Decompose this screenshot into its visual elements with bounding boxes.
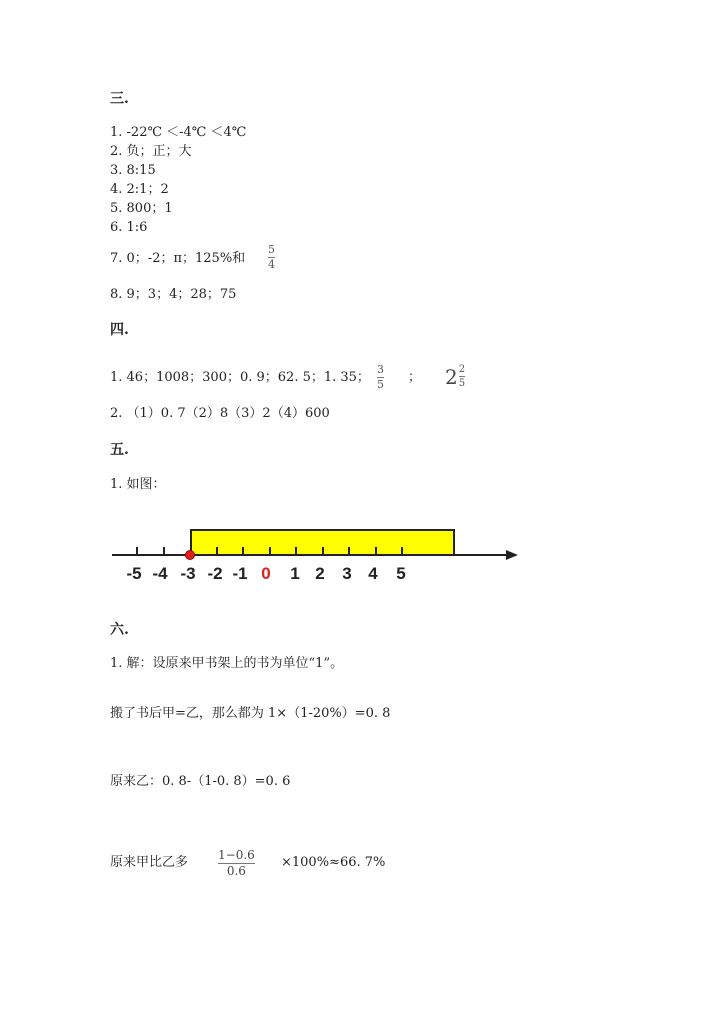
number-line-label: -4: [152, 564, 168, 583]
fraction: [268, 244, 275, 271]
fraction-denominator: 4: [268, 258, 275, 272]
separator: ；: [408, 370, 422, 385]
answer-line: 搬了书后甲=乙，那么都为 1×（1-20%）=0. 8: [110, 706, 391, 721]
number-line-tick: [348, 547, 350, 554]
mixed-number: [445, 364, 465, 389]
arrow-head-icon: [506, 550, 518, 560]
number-line-label: 1: [290, 564, 300, 583]
fraction-denominator: 5: [458, 378, 466, 389]
section-4-heading: 四.: [110, 322, 129, 338]
answer-line: 6. 1:6: [110, 220, 148, 235]
answer-line: 原来乙：0. 8-（1-0. 8）=0. 6: [110, 774, 291, 789]
number-line-label: -1: [232, 564, 248, 583]
origin-point: [185, 550, 195, 560]
answer-line: 1. 46；1008；300；0. 9；62. 5；1. 35；: [110, 370, 370, 385]
number-line-label: 5: [396, 564, 406, 583]
answer-line: 1. 解：设原来甲书架上的书为单位“1”。: [110, 656, 344, 671]
fraction-bar: [459, 376, 465, 377]
fraction-numerator: 5: [268, 243, 275, 256]
number-line-tick: [242, 547, 244, 554]
answer-line: 2. 负；正；大: [110, 144, 192, 159]
answer-line: ×100%≈66. 7%: [281, 855, 386, 870]
number-line-tick: [163, 547, 165, 554]
number-line-tick: [322, 547, 324, 554]
fraction: [377, 364, 384, 391]
number-line-tick: [136, 547, 138, 554]
answer-line: 2. （1）0. 7（2）8（3）2（4）600: [110, 406, 330, 421]
answer-line: 原来甲比乙多: [110, 855, 189, 870]
section-3-heading: 三.: [110, 91, 129, 107]
number-line-axis: [112, 554, 508, 556]
number-line-highlight: [190, 529, 455, 555]
fraction-numerator: 1−0.6: [218, 848, 255, 862]
number-line-label: -5: [126, 564, 142, 583]
answer-line: 3. 8:15: [110, 163, 156, 178]
number-line-tick: [375, 547, 377, 554]
number-line-label: -3: [180, 564, 196, 583]
number-line-tick: [216, 547, 218, 554]
number-line-label: 3: [342, 564, 352, 583]
answer-line: 1. -22℃ ＜-4℃ ＜4℃: [110, 125, 247, 140]
answer-line: 8. 9；3；4；28；75: [110, 287, 237, 302]
number-line-label: 2: [315, 564, 325, 583]
fraction-denominator: 5: [377, 378, 384, 392]
answer-line: 7. 0；-2；π；125%和: [110, 251, 246, 266]
answer-line: 4. 2:1；2: [110, 182, 169, 197]
number-line-tick: [295, 547, 297, 554]
answer-line: 1. 如图：: [110, 477, 166, 492]
number-line-label: -2: [207, 564, 223, 583]
mixed-whole: 2: [445, 364, 458, 389]
number-line-tick: [401, 547, 403, 554]
fraction: [218, 849, 255, 878]
fraction-denominator: 0.6: [226, 864, 246, 879]
number-line-label: 4: [368, 564, 378, 583]
fraction-numerator: 2: [458, 364, 466, 375]
section-5-heading: 五.: [110, 442, 129, 458]
fraction-numerator: 3: [377, 363, 384, 376]
section-6-heading: 六.: [110, 622, 129, 638]
number-line-tick: [269, 547, 271, 554]
answer-line: 5. 800；1: [110, 201, 173, 216]
number-line-label: 0: [261, 564, 271, 583]
fraction: [459, 364, 465, 389]
